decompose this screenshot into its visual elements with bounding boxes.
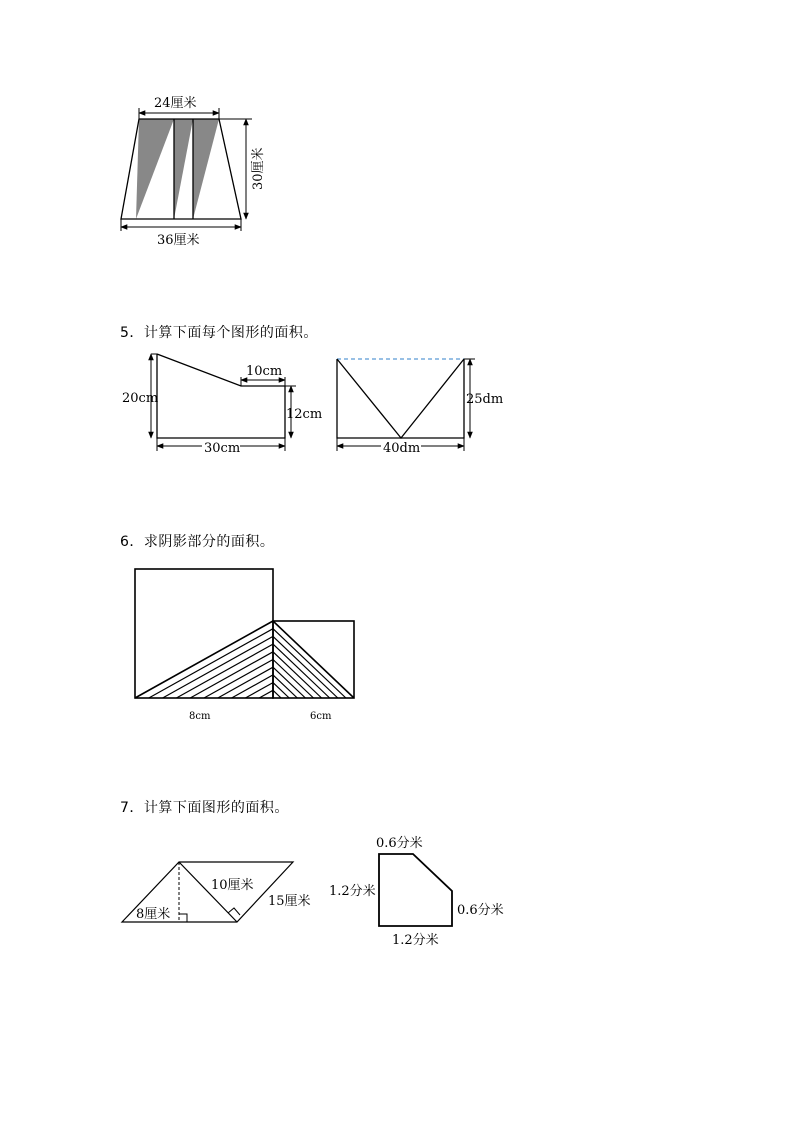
shape-a-top-label: 10cm [246,364,283,379]
pentagon-left-label: 1.2分米 [329,884,376,899]
shape-b-bottom-label: 40dm [383,441,421,456]
right-dimension-label: 30厘米 [251,147,266,190]
parallelogram-height-label: 10厘米 [211,878,254,893]
pentagon-top-label: 0.6分米 [376,836,423,851]
pentagon-outline [379,854,452,926]
parallelogram-side-label: 15厘米 [268,894,311,909]
parallelogram-base-label: 8厘米 [136,907,171,922]
shape-a-bottom-label: 30cm [204,441,241,456]
shape-a-right-label: 12cm [286,407,323,422]
question-6-text: 求阴影部分的面积。 [143,534,275,550]
question-5-number: 5． [120,325,144,341]
question-7-number: 7． [120,800,144,816]
left-length-label: 8cm [189,711,211,722]
question-7-text: 计算下面图形的面积。 [143,800,289,816]
shape-a-left-label: 20cm [122,391,159,406]
question-5-text: 计算下面每个图形的面积。 [143,325,318,341]
pentagon-right-label: 0.6分米 [457,903,504,918]
shape-b-right-label: 25dm [466,392,504,407]
right-length-label: 6cm [310,711,332,722]
bottom-dimension-label: 36厘米 [157,233,200,248]
top-dimension-label: 24厘米 [154,96,197,111]
pentagon-bottom-label: 1.2分米 [392,933,439,948]
question-6-number: 6． [120,534,144,550]
